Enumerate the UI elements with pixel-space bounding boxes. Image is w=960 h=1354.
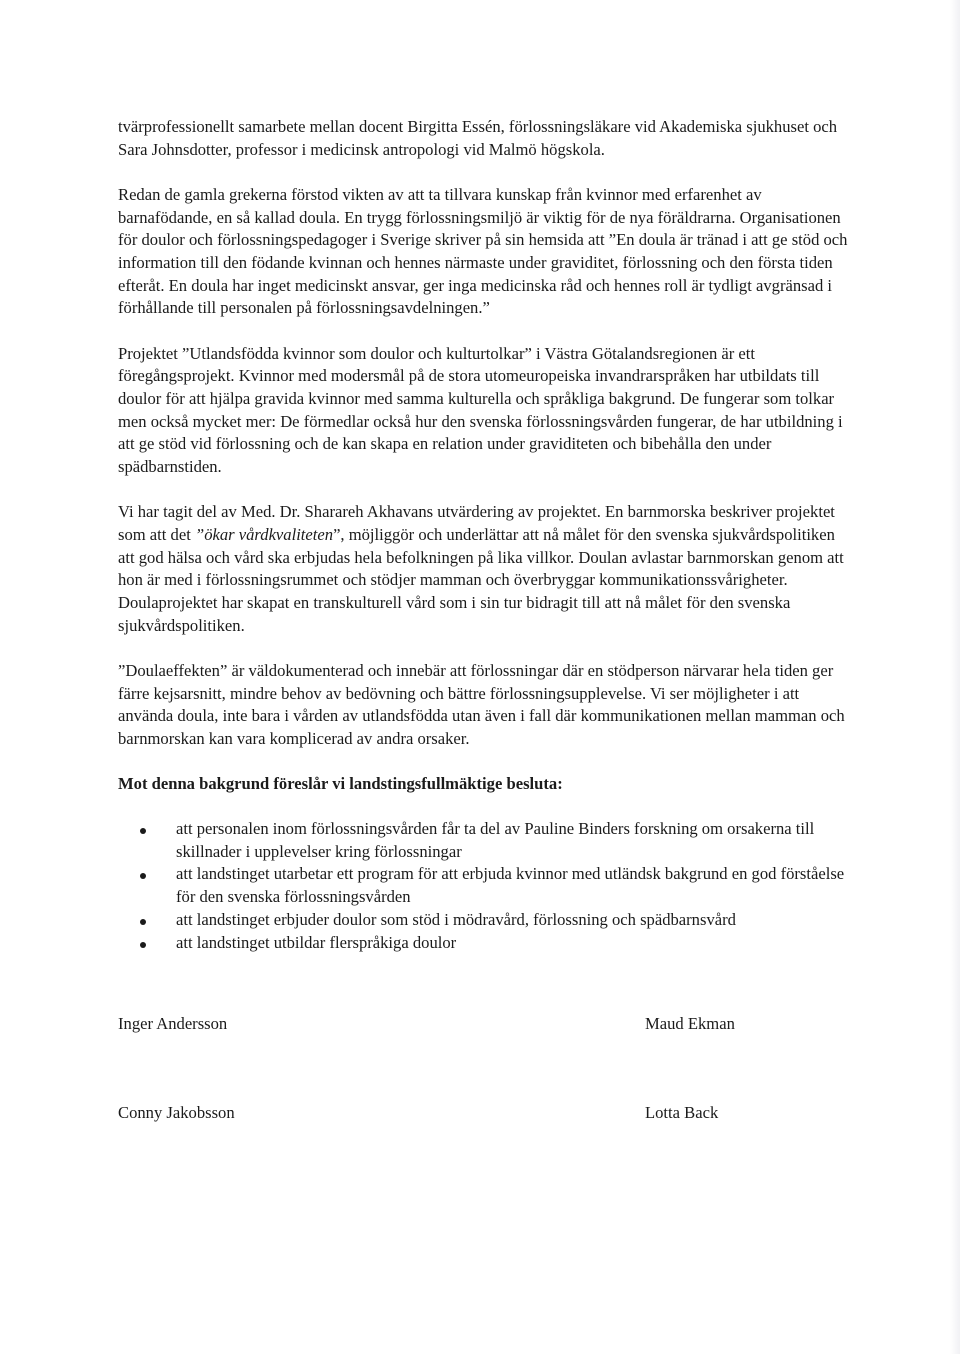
bullet-icon	[140, 873, 146, 879]
bullet-icon	[140, 942, 146, 948]
list-item-text: att landstinget utbildar flerspråkiga doulor	[176, 932, 457, 952]
list-item	[118, 909, 854, 932]
paragraph-evaluation	[118, 501, 854, 637]
signature-row	[118, 1014, 858, 1038]
evaluation-quote: ”ökar vårdkvaliteten	[194, 525, 334, 545]
scan-edge-shadow	[950, 0, 960, 1354]
signature-name: Lotta Back	[645, 1103, 719, 1122]
paragraph-project: Projektet ”Utlandsfödda kvinnor som doulor och kulturtolkar” i Västra Götalandsregionen är ett föregångsprojekt. Kvinnor med modersmål på de stora utomeuropeiska invandrarspråken har utbildats till doulor för att hjälpa gravida kvinnor med samma kulturella och språkliga bakgrund. De fungerar som tolkar men också mycket mer: De förmedlar också hur den svenska förlossningsvården fungerar, de har utbildning i att ge stöd vid förlossning och de kan skapa en relation under graviditeten och bibehålla den under spädbarnstiden.	[118, 343, 843, 477]
evaluation-text-end: ”, möjliggör och underlättar att nå målet för den svenska sjukvårdspolitiken att god hälsa och vård ska erbjudas hela befolkningen på lika villkor. Doulan avlastar barnmorskan genom att hon är med i förlossningsrummet och stödjer mamman och överbryggar kommunikationssvårigheter. Doulaprojektet har skapat en transkulturell vård som i sin tur bidragit till att nå målet för den svenska sjukvårdspolitiken.	[118, 525, 844, 635]
evaluation-text-start: Vi har tagit del av Med. Dr. Sharareh Akhavans utvärdering av projektet. En barnmorska beskriver projektet som att det	[118, 502, 835, 545]
signature-name: Inger Andersson	[118, 1014, 228, 1033]
proposal-heading: Mot denna bakgrund föreslår vi landstingsfullmäktige besluta:	[118, 773, 563, 793]
paragraph-doula-effect: ”Doulaeffekten” är väldokumenterad och innebär att förlossningar där en stödperson närvarar hela tiden ger färre kejsarsnitt, mindre behov av bedövning och bättre förlossningsupplevelse. Vi ser möjligheter i att använda doula, inte bara i vården av utlandsfödda utan även i fall där kommunikationen mellan mamman och barnmorskan kan vara komplicerad av andra orsaker.	[118, 661, 845, 749]
list-item	[118, 932, 854, 955]
proposal-list	[118, 818, 854, 954]
paragraph-intro: tvärprofessionellt samarbete mellan docent Birgitta Essén, förlossningsläkare vid Akademiska sjukhuset och Sara Johnsdotter, professor i medicinsk antropologi vid Malmö högskola.	[118, 117, 838, 159]
signature-name: Conny Jakobsson	[118, 1103, 235, 1122]
paragraph-doula-background: Redan de gamla grekerna förstod vikten av att ta tillvara kunskap från kvinnor med erfarenhet av barnafödande, en så kallad doula. En trygg förlossningsmiljö är viktig för de nya föräldrarna. Organisationen för doulor och förlossningspedagoger i Sverige skriver på sin hemsida att ”En doula är tränad i att ge stöd och information till den födande kvinnan och hennes närmaste under graviditet, förlossning och den första tiden efteråt. En doula har inget medicinskt ansvar, ger inga medicinska råd och hennes roll är tydligt avgränsad i förhållande till personalen på förlossningsavdelningen.”	[118, 184, 848, 318]
bullet-icon	[140, 828, 146, 834]
signature-name: Maud Ekman	[645, 1014, 735, 1033]
list-item-text: att landstinget erbjuder doulor som stöd i mödravård, förlossning och spädbarnsvård	[176, 909, 736, 929]
document-body	[118, 116, 854, 954]
list-item	[118, 863, 854, 908]
bullet-icon	[140, 919, 146, 925]
list-item-text: att landstinget utarbetar ett program för att erbjuda kvinnor med utländsk bakgrund en god förståelse för den svenska förlossningsvården	[176, 864, 845, 907]
signature-row	[118, 1103, 858, 1127]
list-item-text: att personalen inom förlossningsvården får ta del av Pauline Binders forskning om orsakerna till skillnader i upplevelser kring förlossningar	[176, 819, 815, 861]
list-item	[118, 818, 854, 863]
